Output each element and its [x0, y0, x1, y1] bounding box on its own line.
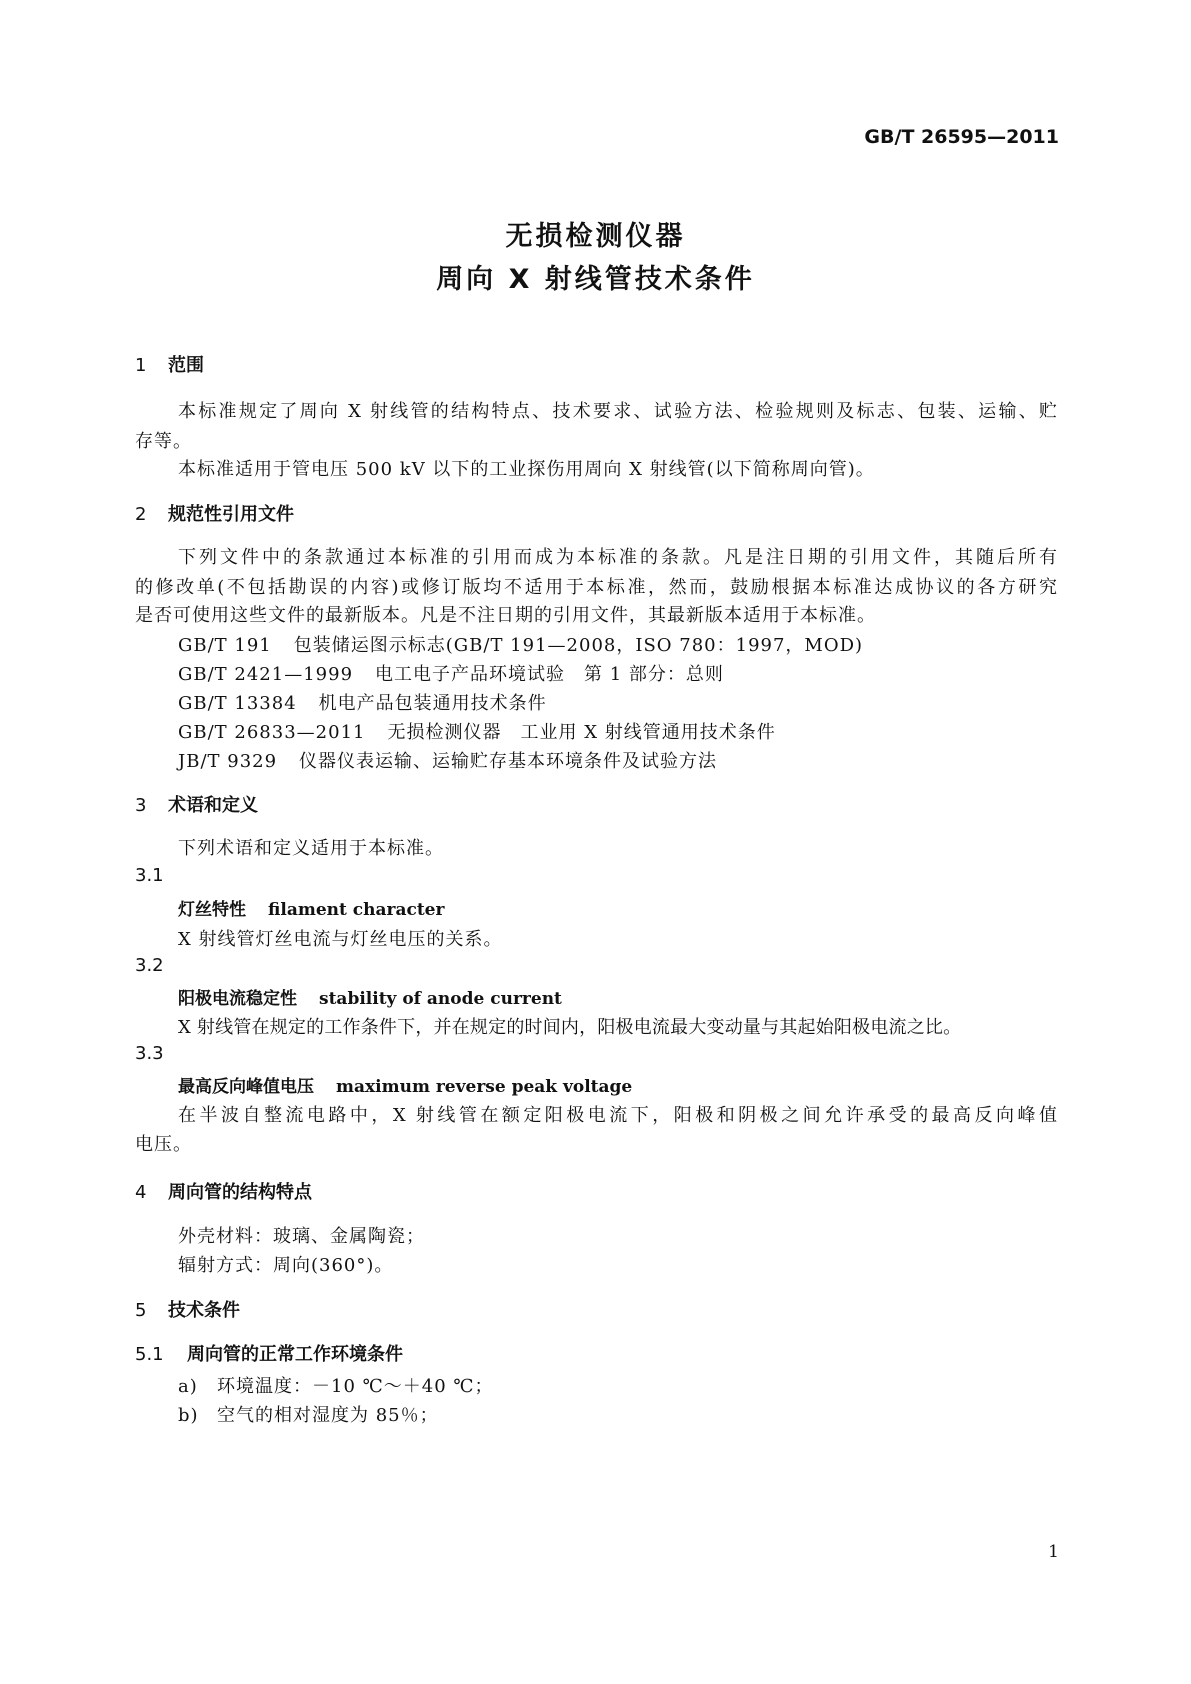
s1-para-1-line-1: 本标准规定了周向 X 射线管的结构特点、技术要求、试验方法、检验规则及标志、包装、运输、贮 [178, 401, 1058, 422]
reference-item [178, 631, 863, 657]
section-number: 4 [135, 1182, 147, 1203]
reference-code: GB/T 2421—1999 [178, 664, 354, 685]
list-label: b) [178, 1405, 199, 1426]
s2-para-line-3: 是否可使用这些文件的最新版本。凡是不注日期的引用文件，其最新版本适用于本标准。 [135, 605, 876, 626]
list-item [178, 1401, 439, 1427]
term-heading [178, 984, 562, 1009]
term-heading [178, 1072, 632, 1097]
section-title: 术语和定义 [168, 795, 258, 816]
section-1-heading [135, 351, 204, 377]
clause-number: 3.2 [135, 955, 164, 976]
clause-number: 3.3 [135, 1043, 164, 1064]
section-title: 技术条件 [168, 1300, 240, 1321]
section-title: 规范性引用文件 [168, 504, 294, 525]
reference-name: 仪器仪表运输、运输贮存基本环境条件及试验方法 [299, 751, 718, 772]
section-2-heading [135, 500, 294, 526]
clause-number: 3.1 [135, 865, 164, 886]
reference-name: 无损检测仪器 工业用 X 射线管通用技术条件 [387, 722, 776, 743]
reference-item [178, 747, 717, 773]
term-en: stability of anode current [319, 989, 562, 1009]
s4-line-2: 辐射方式：周向(360°)。 [178, 1255, 394, 1276]
reference-name: 包装储运图示标志(GB/T 191—2008，ISO 780：1997，MOD) [293, 635, 864, 656]
page-number: 1 [1048, 1542, 1059, 1562]
list-text: 环境温度：－10 ℃～＋40 ℃； [217, 1376, 494, 1397]
section-5-heading [135, 1296, 240, 1322]
reference-item [178, 660, 724, 686]
subsection-title: 周向管的正常工作环境条件 [187, 1344, 403, 1365]
s2-para-line-1: 下列文件中的条款通过本标准的引用而成为本标准的条款。凡是注日期的引用文件，其随后所有 [178, 547, 1058, 568]
reference-code: JB/T 9329 [178, 751, 278, 772]
s1-para-2: 本标准适用于管电压 500 kV 以下的工业探伤用周向 X 射线管(以下简称周向管)。 [178, 459, 875, 480]
term-heading [178, 895, 444, 920]
reference-code: GB/T 191 [178, 635, 272, 656]
reference-name: 机电产品包装通用技术条件 [318, 693, 547, 714]
section-title: 范围 [168, 355, 204, 376]
section-number: 2 [135, 504, 147, 525]
section-number: 3 [135, 795, 147, 816]
list-text: 空气的相对湿度为 85％； [217, 1405, 439, 1426]
title-line-2: 周向 X 射线管技术条件 [436, 264, 755, 295]
reference-item [178, 718, 776, 744]
subsection-number: 5.1 [135, 1344, 164, 1365]
section-3-heading [135, 791, 258, 817]
term-definition: X 射线管灯丝电流与灯丝电压的关系。 [178, 929, 503, 950]
list-label: a) [178, 1376, 198, 1397]
s1-para-1-line-2: 存等。 [135, 431, 192, 452]
s4-line-1: 外壳材料：玻璃、金属陶瓷； [178, 1226, 425, 1247]
reference-code: GB/T 26833—2011 [178, 722, 366, 743]
section-number: 5 [135, 1300, 147, 1321]
term-en: maximum reverse peak voltage [336, 1077, 633, 1097]
subsection-5-1-heading [135, 1340, 403, 1366]
s3-intro: 下列术语和定义适用于本标准。 [178, 838, 444, 859]
term-definition-line-2: 电压。 [135, 1134, 192, 1155]
term-definition-line-1: 在半波自整流电路中，X 射线管在额定阳极电流下，阳极和阴极之间允许承受的最高反向峰值 [178, 1105, 1058, 1126]
reference-code: GB/T 13384 [178, 693, 297, 714]
term-zh: 阳极电流稳定性 [178, 989, 297, 1009]
list-item [178, 1372, 494, 1398]
term-zh: 灯丝特性 [178, 900, 246, 920]
standard-code: GB/T 26595—2011 [864, 126, 1059, 148]
section-title: 周向管的结构特点 [168, 1182, 312, 1203]
reference-name: 电工电子产品环境试验 第 1 部分：总则 [375, 664, 724, 685]
section-4-heading [135, 1178, 312, 1204]
term-definition: X 射线管在规定的工作条件下，并在规定的时间内，阳极电流最大变动量与其起始阳极电流之比。 [178, 1017, 962, 1038]
s2-para-line-2: 的修改单(不包括勘误的内容)或修订版均不适用于本标准，然而，鼓励根据本标准达成协议的各方研究 [135, 577, 1058, 598]
reference-item [178, 689, 547, 715]
term-en: filament character [268, 900, 445, 920]
term-zh: 最高反向峰值电压 [178, 1077, 314, 1097]
section-number: 1 [135, 355, 147, 376]
title-line-1: 无损检测仪器 [505, 221, 686, 252]
